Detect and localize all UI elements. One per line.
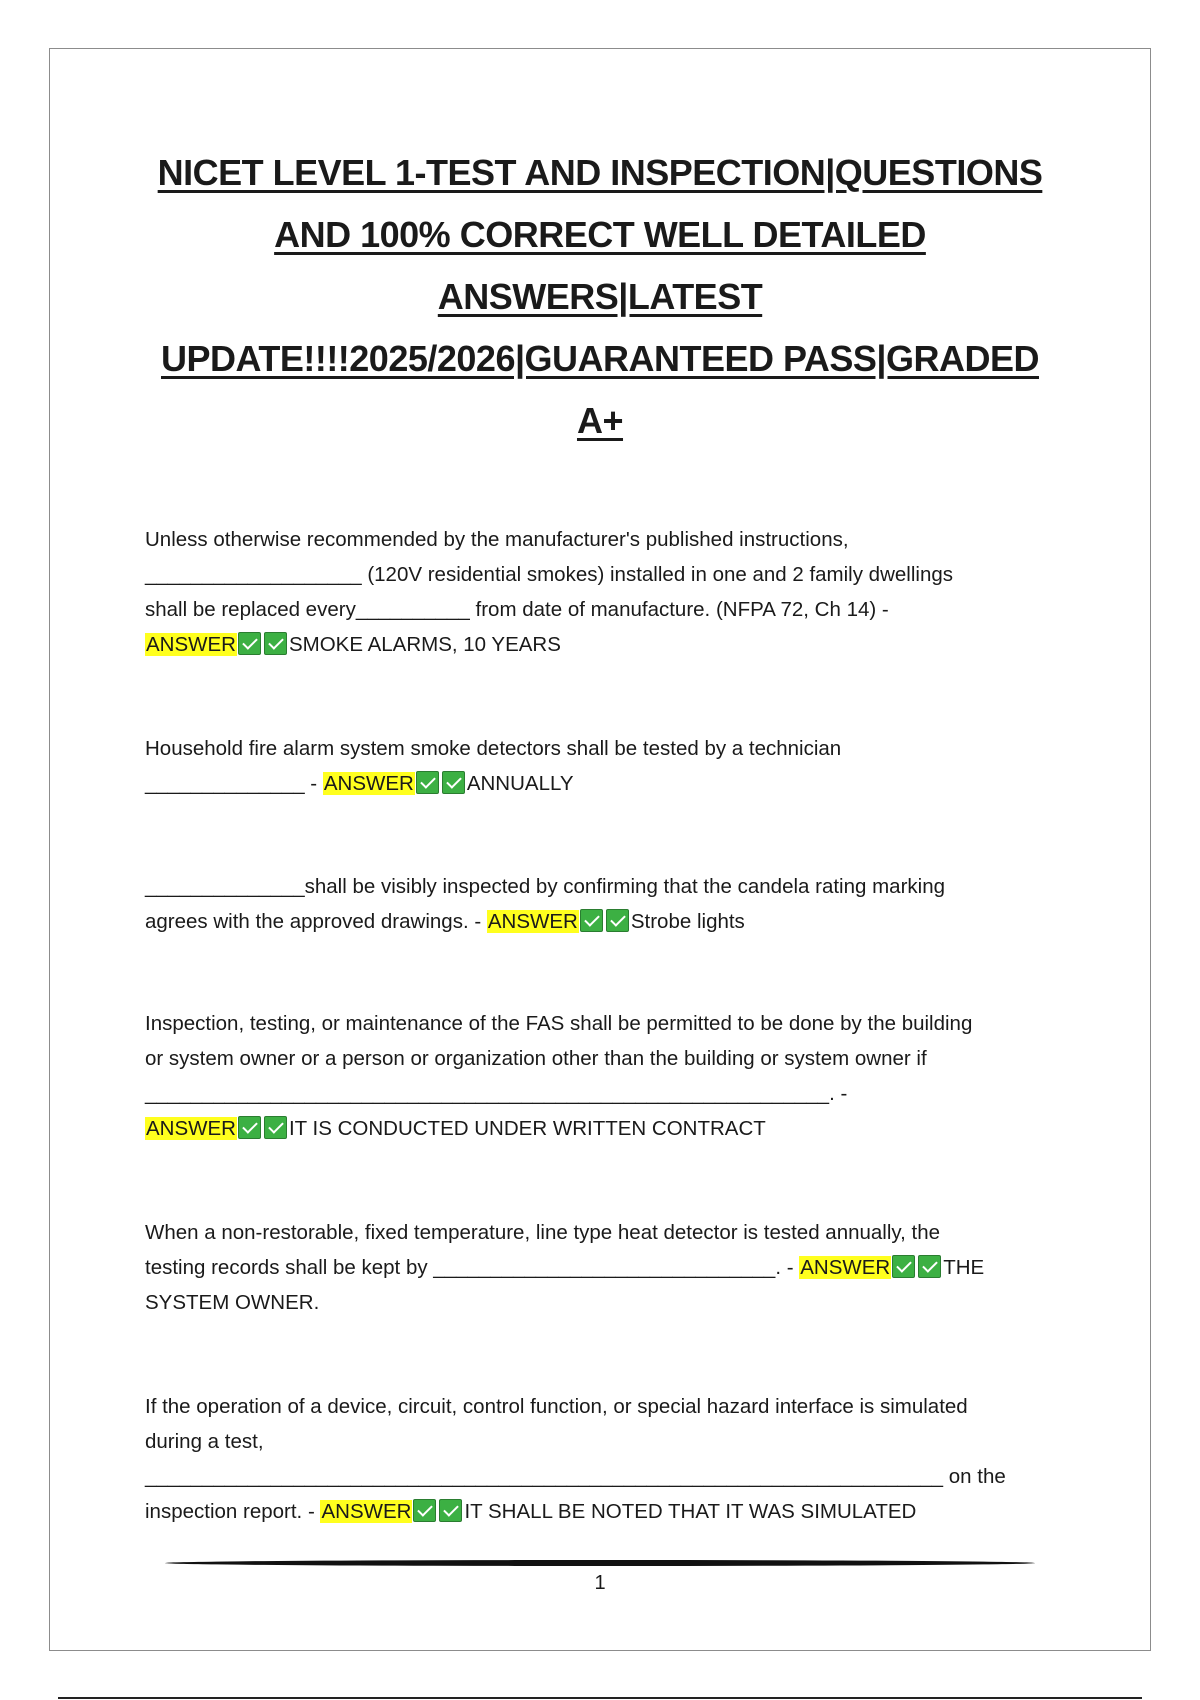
question-2-line-1: Household fire alarm system smoke detectors shall be tested by a technician: [145, 737, 842, 760]
check-mark-icon: [413, 1499, 436, 1522]
answer-label: ANSWER: [323, 772, 414, 795]
question-5-line-2: testing records shall be kept by ______________________________. -: [145, 1256, 794, 1279]
question-6: [145, 1389, 1060, 1529]
answer-label: ANSWER: [146, 1117, 236, 1140]
check-mark-icon: [606, 909, 629, 932]
question-1-line-3: shall be replaced every__________ from date of manufacture. (NFPA 72, Ch 14) -: [145, 598, 889, 621]
answer-6-text: IT SHALL BE NOTED THAT IT WAS SIMULATED: [464, 1500, 917, 1523]
page-number: 1: [594, 1572, 606, 1594]
footer-divider: [165, 1560, 1035, 1566]
question-4-line-3: ____________________________________________________________. -: [145, 1082, 848, 1105]
check-mark-icon: [580, 909, 603, 932]
answer-5-text: THE SYSTEM OWNER.: [145, 1256, 985, 1314]
check-mark-icon: [439, 1499, 462, 1522]
document-title: NICET LEVEL 1-TEST AND INSPECTION|QUESTIONS AND 100% CORRECT WELL DETAILED ANSWERS|LATEST UPDATE!!!!2025/2026|GUARANTEED PASS|GRADED A+: [157, 152, 1043, 441]
check-mark-icon: [238, 632, 261, 655]
question-4-line-1: Inspection, testing, or maintenance of the FAS shall be permitted to be done by the building: [145, 1012, 973, 1035]
question-4: [145, 1006, 1060, 1146]
question-3-line-2: agrees with the approved drawings. -: [145, 910, 482, 933]
question-6-line-2: during a test,: [145, 1430, 264, 1453]
next-page-edge: [58, 1697, 1142, 1699]
question-3: [145, 869, 1060, 939]
answer-2-text: ANNUALLY: [466, 772, 574, 795]
check-mark-icon: [892, 1255, 915, 1278]
question-5-line-1: When a non-restorable, fixed temperature, line type heat detector is tested annually, the: [145, 1221, 941, 1244]
answer-3-text: Strobe lights: [630, 910, 745, 933]
question-1-line-1: Unless otherwise recommended by the manufacturer's published instructions,: [145, 528, 849, 551]
check-mark-icon: [264, 632, 287, 655]
answer-label: ANSWER: [321, 1500, 412, 1523]
check-mark-icon: [918, 1255, 941, 1278]
question-6-line-3: ______________________________________________________________________ on the: [145, 1465, 1006, 1488]
question-2: [145, 731, 1060, 801]
check-mark-icon: [264, 1116, 287, 1139]
answer-label: ANSWER: [800, 1256, 891, 1279]
check-mark-icon: [416, 771, 439, 794]
answer-label: ANSWER: [487, 910, 578, 933]
question-6-line-1: If the operation of a device, circuit, control function, or special hazard interface is simulated: [145, 1395, 968, 1418]
check-mark-icon: [238, 1116, 261, 1139]
question-1-line-2: ___________________ (120V residential smokes) installed in one and 2 family dwellings: [145, 563, 954, 586]
question-5: [145, 1215, 1060, 1320]
answer-4-text: IT IS CONDUCTED UNDER WRITTEN CONTRACT: [288, 1117, 766, 1140]
check-mark-icon: [442, 771, 465, 794]
answer-1-text: SMOKE ALARMS, 10 YEARS: [288, 633, 561, 656]
question-3-line-1: ______________shall be visibly inspected by confirming that the candela rating marking: [145, 875, 946, 898]
answer-label: ANSWER: [146, 633, 236, 656]
question-4-line-2: or system owner or a person or organization other than the building or system owner if: [145, 1047, 927, 1070]
question-2-line-2: ______________ -: [145, 772, 318, 795]
question-1: [145, 522, 1060, 662]
question-6-line-4: inspection report. -: [145, 1500, 315, 1523]
